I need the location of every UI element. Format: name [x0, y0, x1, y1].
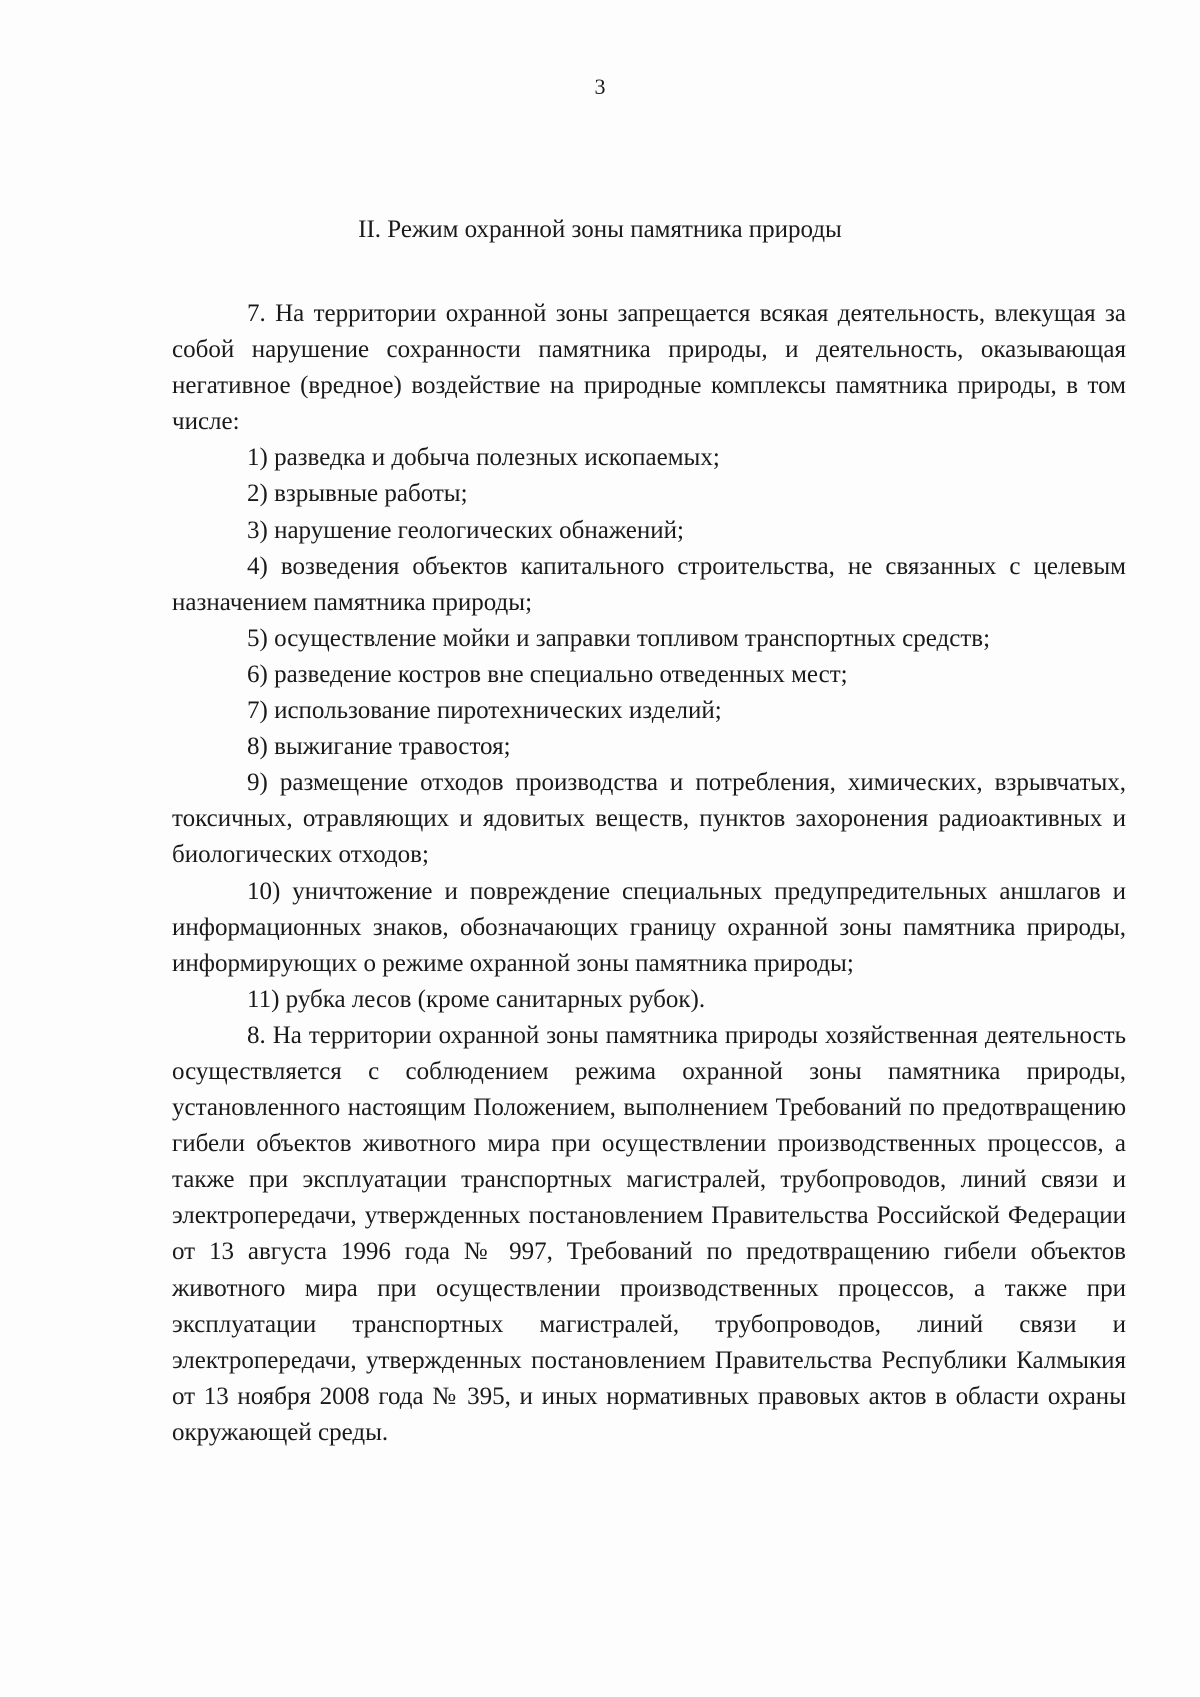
document-body — [172, 296, 1126, 1451]
paragraph-7-intro: 7. На территории охранной зоны запрещается всякая деятельность, влекущая за собой нарушение сохранности памятника природы, и деятельность, оказывающая негативное (вредное) воздействие на природные комплексы памятника природы, в том числе: — [172, 300, 1126, 436]
list-item: 1) разведка и добыча полезных ископаемых; — [247, 444, 720, 472]
list-item: 10) уничтожение и повреждение специальных предупредительных аншлагов и информационных знаков, обозначающих границу охранной зоны памятника природы, информирующих о режиме охранной зоны памятника природы; — [172, 877, 1126, 977]
list-item: 9) размещение отходов производства и потребления, химических, взрывчатых, токсичных, отравляющих и ядовитых веществ, пунктов захоронения радиоактивных и биологических отходов; — [172, 769, 1126, 869]
list-item: 4) возведения объектов капитального строительства, не связанных с целевым назначением памятника природы; — [172, 552, 1126, 616]
list-item: 11) рубка лесов (кроме санитарных рубок). — [247, 985, 706, 1013]
section-title: II. Режим охранной зоны памятника природы — [358, 216, 842, 243]
list-item: 3) нарушение геологических обнажений; — [247, 516, 684, 544]
paragraph-8: 8. На территории охранной зоны памятника природы хозяйственная деятельность осуществляется с соблюдением режима охранной зоны памятника природы, установленного настоящим Положением, выполнением Требований по предотвращению гибели объектов животного мира при осуществлении производственных процессов, а также при эксплуатации транспортных магистралей, трубопроводов, линий связи и электропередачи, утвержденных постановлением Правительства Российской Федерации от 13 августа 1996 года № 997, Требований по предотвращению гибели объектов животного мира при осуществлении производственных процессов, а также при эксплуатации транспортных магистралей, трубопроводов, линий связи и электропередачи, утвержденных постановлением Правительства Республики Калмыкия от 13 ноября 2008 года № 395, и иных нормативных правовых актов в области охраны окружающей среды. — [172, 1021, 1126, 1446]
page-number: 3 — [594, 74, 606, 99]
list-item: 2) взрывные работы; — [247, 480, 468, 508]
list-item: 5) осуществление мойки и заправки топливом транспортных средств; — [247, 624, 991, 652]
list-item: 7) использование пиротехнических изделий; — [247, 697, 722, 725]
list-item: 6) разведение костров вне специально отведенных мест; — [247, 660, 848, 688]
list-item: 8) выжигание травостоя; — [247, 733, 511, 761]
